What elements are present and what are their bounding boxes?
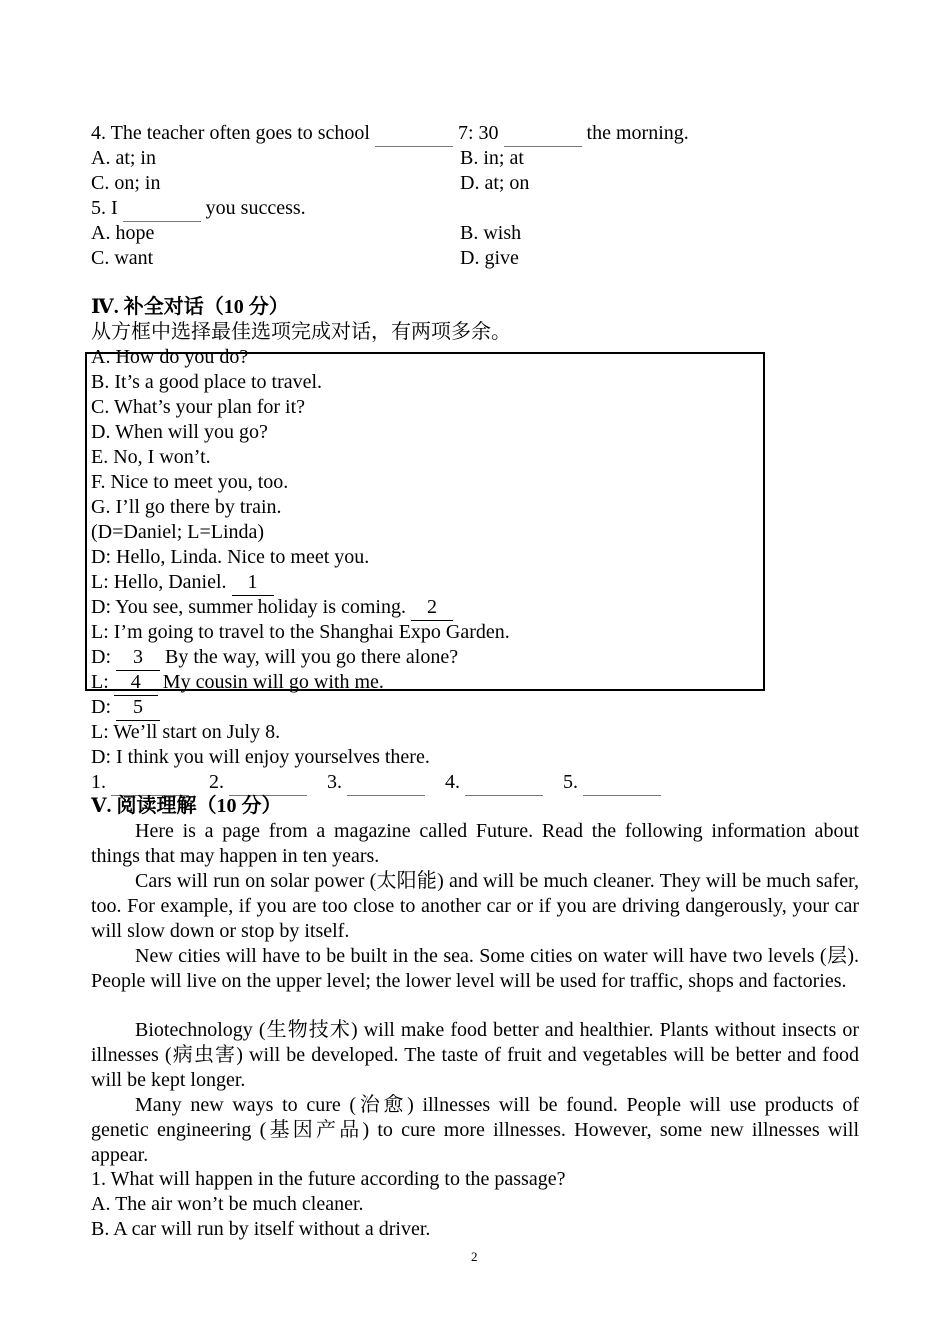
section-5-title: Ⅴ. 阅读理解（10 分） [91,795,282,817]
section-4-title: Ⅳ. 补全对话（10 分） [91,296,289,318]
reading-question-1: 1. What will happen in the future according to the passage? [91,1168,566,1190]
dialog-option-e: E. No, I won’t. [91,446,211,468]
dialog-line: D: 5 [91,695,160,721]
q4-option-c[interactable]: C. on; in [91,172,161,194]
q4-blank-2[interactable] [504,121,582,147]
dialog-blank-1[interactable]: 1 [232,570,274,596]
dialog-line: D: Hello, Linda. Nice to meet you. [91,546,370,568]
answer-blank-5[interactable] [583,770,661,796]
answer-blank-3[interactable] [347,770,425,796]
q4-option-row [91,146,524,171]
dialog-line: D: 3 By the way, will you go there alone? [91,645,458,671]
passage-paragraph-1: Here is a page from a magazine called Future. Read the following information about things that may happen in ten years. [91,820,859,867]
answer-row: 1. 2. 3. 4. 5. [91,770,661,796]
q4-option-a[interactable]: A. at; in [91,147,156,169]
q5-option-a[interactable]: A. hope [91,222,155,244]
page-number: 2 [471,1249,478,1264]
q5-option-row [91,246,519,271]
q5-option-c[interactable]: C. want [91,247,154,269]
passage-paragraph-3: New cities will have to be built in the sea. Some cities on water will have two levels (层). People will live on the upper level; the lower level will be used for traffic, shops and factories. [91,945,859,992]
dialog-cast: (D=Daniel; L=Linda) [91,521,265,543]
dialog-blank-2[interactable]: 2 [411,595,453,621]
dialog-option-f: F. Nice to meet you, too. [91,471,289,493]
section-4-instructions: 从方框中选择最佳选项完成对话，有两项多余。 [91,321,511,343]
passage-paragraph-4: Biotechnology (生物技术) will make food better and healthier. Plants without insects or illnesses (病虫害) will be developed. The taste of fruit and vegetables will be better and food will be kept longer. [91,1019,859,1091]
dialog-blank-4[interactable]: 4 [114,670,158,696]
dialog-line: L: We’ll start on July 8. [91,721,281,743]
dialog-option-b: B. It’s a good place to travel. [91,371,323,393]
q5-stem: 5. I you success. [91,196,306,222]
q5-option-d[interactable]: D. give [460,247,519,269]
dialog-option-g: G. I’ll go there by train. [91,496,282,518]
dialog-blank-3[interactable]: 3 [116,645,160,671]
dialog-option-d: D. When will you go? [91,421,268,443]
q4-stem: 4. The teacher often goes to school 7: 30 the morning. [91,121,689,147]
passage-paragraph-5: Many new ways to cure (治愈) illnesses will be found. People will use products of genetic engineering (基因产品) to cure more illnesses. However, some new illnesses will appear. [91,1094,859,1166]
reading-q1-option-a[interactable]: A. The air won’t be much cleaner. [91,1193,364,1215]
q4-option-d[interactable]: D. at; on [460,172,530,194]
dialog-blank-5[interactable]: 5 [116,695,160,721]
answer-blank-1[interactable] [111,770,189,796]
dialog-line: D: You see, summer holiday is coming. 2 [91,595,453,621]
passage-paragraph-2: Cars will run on solar power (太阳能) and will be much cleaner. They will be much safer, too. For example, if you are too close to another car or if you are driving dangerously, your car will slow down or stop by itself. [91,870,859,942]
q4-option-b[interactable]: B. in; at [460,147,524,169]
dialog-option-a: A. How do you do? [91,346,249,368]
answer-blank-2[interactable] [229,770,307,796]
dialog-line: L: 4 My cousin will go with me. [91,670,384,696]
q5-blank[interactable] [123,196,201,222]
reading-q1-option-b[interactable]: B. A car will run by itself without a driver. [91,1218,431,1240]
dialog-line: L: I’m going to travel to the Shanghai Expo Garden. [91,621,510,643]
dialog-option-c: C. What’s your plan for it? [91,396,306,418]
answer-blank-4[interactable] [465,770,543,796]
dialog-line: D: I think you will enjoy yourselves there. [91,746,430,768]
q5-option-row [91,221,522,246]
q4-option-row [91,171,530,196]
q5-option-b[interactable]: B. wish [460,222,522,244]
q4-blank-1[interactable] [375,121,453,147]
dialog-line: L: Hello, Daniel. 1 [91,570,274,596]
